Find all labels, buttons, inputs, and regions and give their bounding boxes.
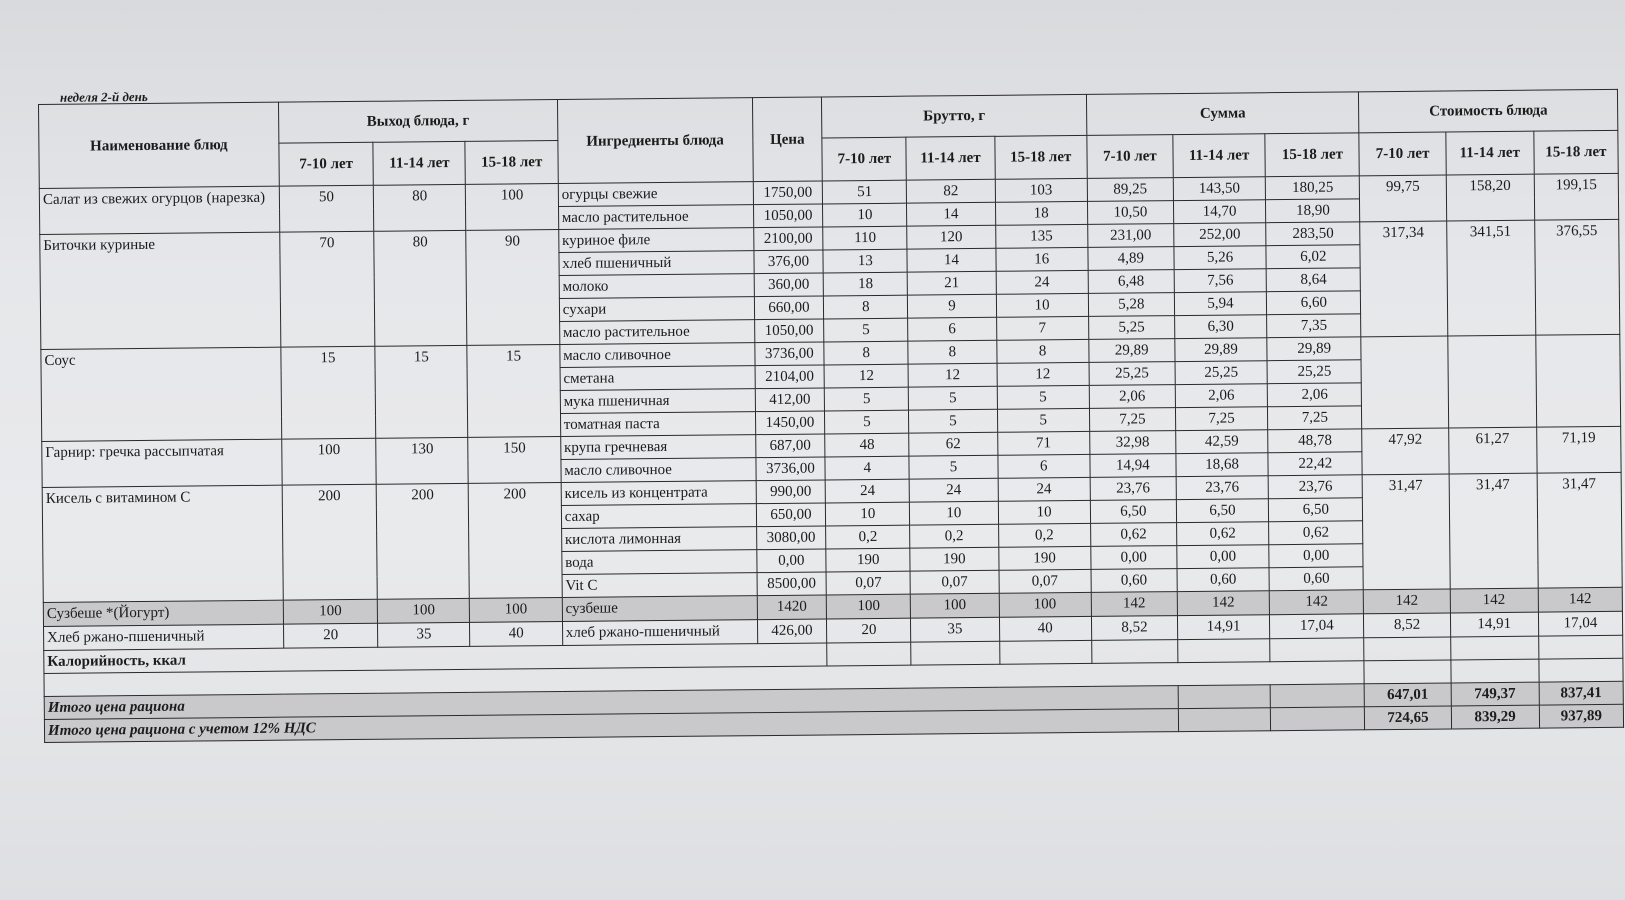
yield-value: 70 <box>280 231 375 347</box>
price-value: 660,00 <box>754 296 824 320</box>
brutto-value: 9 <box>908 294 996 318</box>
age-header: 7-10 лет <box>822 137 906 181</box>
dish-name: Биточки куриные <box>40 232 281 349</box>
empty-cell <box>1270 638 1365 662</box>
cost-value: 142 <box>1450 588 1538 613</box>
sum-value: 142 <box>1091 592 1177 617</box>
cost-value: 47,92 <box>1362 428 1449 475</box>
brutto-value: 12 <box>824 364 908 388</box>
sum-value: 89,25 <box>1087 178 1173 202</box>
cost-value: 31,47 <box>1537 472 1622 588</box>
price-value: 412,00 <box>755 388 825 412</box>
cost-value: 142 <box>1538 587 1622 612</box>
age-header: 7-10 лет <box>279 142 374 186</box>
header-price: Цена <box>752 97 823 182</box>
dish-name: Кисель с витамином С <box>42 485 283 602</box>
brutto-value: 100 <box>911 593 999 618</box>
empty-cell <box>1539 658 1623 682</box>
brutto-value: 35 <box>911 617 999 642</box>
sum-value: 23,76 <box>1176 476 1268 500</box>
empty-cell <box>911 641 999 665</box>
menu-table <box>38 89 1624 743</box>
ingredient-name: куриное филе <box>558 228 753 253</box>
brutto-value: 5 <box>909 455 997 479</box>
cost-value <box>1536 334 1621 427</box>
sum-value: 0,62 <box>1090 523 1176 547</box>
brutto-value: 10 <box>826 502 910 526</box>
brutto-value: 8 <box>996 339 1088 363</box>
empty-cell <box>827 642 911 666</box>
sum-value: 17,04 <box>1270 614 1365 639</box>
brutto-value: 10 <box>823 203 907 227</box>
yield-value: 20 <box>283 623 378 648</box>
dish-name: Салат из свежих огурцов (нарезка) <box>39 186 279 234</box>
price-value: 990,00 <box>756 480 826 504</box>
brutto-value: 82 <box>907 179 995 203</box>
brutto-value: 5 <box>909 386 997 410</box>
brutto-value: 8 <box>824 295 908 319</box>
price-value: 3080,00 <box>756 526 826 550</box>
sum-value: 8,52 <box>1091 616 1177 641</box>
sum-value: 0,60 <box>1091 569 1177 593</box>
brutto-value: 0,07 <box>910 570 998 594</box>
brutto-value: 0,2 <box>998 523 1090 547</box>
sum-value: 29,89 <box>1089 339 1175 363</box>
brutto-value: 18 <box>995 201 1087 225</box>
brutto-value: 0,2 <box>826 525 910 549</box>
brutto-value: 24 <box>909 478 997 502</box>
sum-value: 25,25 <box>1267 360 1362 384</box>
price-value: 687,00 <box>755 434 825 458</box>
brutto-value: 8 <box>824 341 908 365</box>
header-name: Наименование блюд <box>39 102 280 188</box>
dish-name: Сузбеше *(Йогурт) <box>43 600 283 626</box>
brutto-value: 14 <box>907 248 995 272</box>
cost-value: 341,51 <box>1446 220 1535 336</box>
empty-cell <box>1450 636 1538 660</box>
yield-value: 130 <box>376 437 469 484</box>
age-header: 15-18 лет <box>1534 130 1619 174</box>
sum-value: 7,25 <box>1268 406 1363 430</box>
cost-value <box>1361 336 1448 429</box>
sum-value: 252,00 <box>1174 223 1266 247</box>
brutto-value: 0,2 <box>910 524 998 548</box>
empty-cell <box>1450 659 1538 683</box>
cost-value: 142 <box>1364 589 1450 614</box>
sum-value: 6,50 <box>1269 498 1364 522</box>
empty-cell <box>1178 708 1270 732</box>
sum-value: 283,50 <box>1266 222 1361 246</box>
brutto-value: 4 <box>825 456 909 480</box>
dish-name: Хлеб ржано-пшеничный <box>44 624 284 650</box>
brutto-value: 24 <box>825 479 909 503</box>
price-value: 426,00 <box>757 619 827 644</box>
brutto-value: 0,07 <box>826 571 910 595</box>
empty-cell <box>1271 707 1366 731</box>
brutto-value: 12 <box>997 362 1089 386</box>
sum-value: 2,06 <box>1089 385 1175 409</box>
cost-value: 199,15 <box>1534 173 1619 220</box>
brutto-value: 5 <box>825 410 909 434</box>
sum-value: 6,50 <box>1090 500 1176 524</box>
brutto-value: 5 <box>825 387 909 411</box>
sum-value: 25,25 <box>1175 361 1267 385</box>
brutto-value: 190 <box>826 548 910 572</box>
sum-value: 6,50 <box>1176 499 1268 523</box>
ingredient-name: хлеб ржано-пшеничный <box>562 620 757 646</box>
sum-value: 7,25 <box>1175 407 1267 431</box>
brutto-value: 24 <box>996 270 1088 294</box>
sum-value: 22,42 <box>1268 452 1363 476</box>
sum-value: 5,26 <box>1174 246 1266 270</box>
brutto-value: 100 <box>999 592 1092 617</box>
brutto-value: 6 <box>908 317 996 341</box>
yield-value: 100 <box>282 438 377 485</box>
header-brutto: Брутто, г <box>822 94 1087 138</box>
brutto-value: 5 <box>909 409 997 433</box>
sum-value: 7,35 <box>1267 314 1362 338</box>
sum-value: 180,25 <box>1265 176 1360 200</box>
sum-value: 5,94 <box>1174 292 1266 316</box>
total-value: 724,65 <box>1365 706 1451 730</box>
total-value: 749,37 <box>1451 682 1539 706</box>
sum-value: 6,60 <box>1267 291 1362 315</box>
empty-cell <box>1178 685 1270 709</box>
ingredient-name: молоко <box>559 274 754 299</box>
sum-value: 0,00 <box>1177 545 1269 569</box>
sum-value: 2,06 <box>1175 384 1267 408</box>
empty-cell <box>999 640 1091 664</box>
dish-name: Соус <box>41 347 282 441</box>
cost-value: 158,20 <box>1446 174 1535 221</box>
sum-value: 14,70 <box>1173 200 1265 224</box>
yield-value: 80 <box>374 230 467 346</box>
brutto-value: 13 <box>823 249 907 273</box>
sum-value: 2,06 <box>1267 383 1362 407</box>
sum-value: 29,89 <box>1267 337 1362 361</box>
price-value: 650,00 <box>756 503 826 527</box>
cost-value: 14,91 <box>1450 612 1538 637</box>
brutto-value: 5 <box>824 318 908 342</box>
cost-value: 376,55 <box>1534 219 1619 335</box>
brutto-value: 5 <box>997 385 1089 409</box>
brutto-value: 62 <box>909 432 997 456</box>
yield-value: 80 <box>374 184 467 231</box>
brutto-value: 24 <box>998 477 1090 501</box>
sum-value: 18,68 <box>1176 453 1268 477</box>
brutto-value: 48 <box>825 433 909 457</box>
age-header: 7-10 лет <box>1359 132 1446 176</box>
brutto-value: 120 <box>907 225 995 249</box>
yield-value: 15 <box>375 345 468 438</box>
brutto-value: 14 <box>907 202 995 226</box>
price-value: 8500,00 <box>757 572 827 596</box>
sum-value: 5,25 <box>1088 316 1174 340</box>
brutto-value: 10 <box>996 293 1088 317</box>
total-label: Итого цена рациона с учетом 12% НДС <box>44 709 1178 743</box>
ingredient-name: масло растительное <box>559 320 754 345</box>
header-sum: Сумма <box>1086 92 1359 136</box>
yield-value: 100 <box>466 184 559 231</box>
ingredient-name: вода <box>562 550 757 575</box>
brutto-value: 135 <box>995 224 1087 248</box>
cost-value: 71,19 <box>1536 426 1621 473</box>
yield-value: 100 <box>470 597 563 622</box>
price-value: 3736,00 <box>754 342 824 366</box>
cost-value: 99,75 <box>1360 175 1447 222</box>
total-value: 937,89 <box>1539 704 1623 728</box>
ingredient-name: масло растительное <box>558 205 753 230</box>
total-label: Итого цена рациона <box>44 686 1178 720</box>
sum-value: 5,28 <box>1088 293 1174 317</box>
sum-value: 4,89 <box>1088 247 1174 271</box>
age-header: 11-14 лет <box>373 141 466 185</box>
ingredient-name: масло сливочное <box>561 458 756 483</box>
brutto-value: 40 <box>999 616 1092 641</box>
price-value: 2104,00 <box>755 365 825 389</box>
yield-value: 100 <box>283 599 378 624</box>
cost-value: 31,47 <box>1363 474 1450 590</box>
brutto-value: 110 <box>823 226 907 250</box>
brutto-value: 0,07 <box>999 569 1091 593</box>
sum-value: 143,50 <box>1173 177 1265 201</box>
price-value: 376,00 <box>754 250 824 274</box>
age-header: 15-18 лет <box>1265 133 1360 177</box>
sum-value: 32,98 <box>1089 431 1175 455</box>
yield-value: 90 <box>466 230 559 346</box>
sum-value: 6,48 <box>1088 270 1174 294</box>
yield-value: 15 <box>281 346 376 439</box>
brutto-value: 100 <box>827 594 911 619</box>
ingredient-name: Vit C <box>562 573 757 598</box>
sum-value: 25,25 <box>1089 362 1175 386</box>
cost-value <box>1447 335 1536 428</box>
sum-value: 7,56 <box>1174 269 1266 293</box>
dish-name: Гарнир: гречка рассыпчатая <box>42 439 282 487</box>
ingredient-name: кислота лимонная <box>561 527 756 552</box>
yield-value: 150 <box>468 436 561 483</box>
cost-value: 31,47 <box>1449 473 1538 589</box>
yield-value: 200 <box>469 482 562 598</box>
page-heading: неделя 2-й день <box>59 88 148 105</box>
brutto-value: 71 <box>997 431 1089 455</box>
table-body <box>39 173 1623 742</box>
sum-value: 8,64 <box>1266 268 1361 292</box>
brutto-value: 20 <box>827 618 911 643</box>
sum-value: 6,30 <box>1174 315 1266 339</box>
sum-value: 42,59 <box>1176 430 1268 454</box>
sum-value: 23,76 <box>1268 475 1363 499</box>
price-value: 0,00 <box>756 549 826 573</box>
cost-value: 317,34 <box>1360 221 1447 337</box>
ingredient-name: сузбеше <box>562 596 757 622</box>
brutto-value: 10 <box>998 500 1090 524</box>
empty-cell <box>1178 639 1270 663</box>
total-value: 839,29 <box>1451 705 1539 729</box>
yield-value: 100 <box>377 598 469 623</box>
brutto-value: 10 <box>910 501 998 525</box>
price-value: 1450,00 <box>755 411 825 435</box>
empty-cell <box>1091 640 1177 664</box>
yield-value: 40 <box>470 621 563 646</box>
sum-value: 14,94 <box>1090 454 1176 478</box>
sum-value: 18,90 <box>1266 199 1361 223</box>
yield-value: 15 <box>467 345 560 438</box>
age-header: 11-14 лет <box>906 136 995 180</box>
header-ingredients: Ингредиенты блюда <box>557 98 753 184</box>
price-value: 1050,00 <box>753 204 823 228</box>
sum-value: 14,91 <box>1177 615 1269 640</box>
age-header: 11-14 лет <box>1173 134 1266 178</box>
empty-cell <box>1538 635 1622 659</box>
ingredient-name: хлеб пшеничный <box>559 251 754 276</box>
brutto-value: 190 <box>998 546 1090 570</box>
ingredient-name: сахар <box>561 504 756 529</box>
sum-value: 142 <box>1269 590 1364 615</box>
ingredient-name: томатная паста <box>560 412 755 437</box>
empty-cell <box>1270 684 1365 708</box>
brutto-value: 7 <box>996 316 1088 340</box>
header-yield: Выход блюда, г <box>278 100 557 144</box>
brutto-value: 18 <box>823 272 907 296</box>
brutto-value: 5 <box>997 408 1089 432</box>
ingredient-name: кисель из концентрата <box>561 481 756 506</box>
sum-value: 6,02 <box>1266 245 1361 269</box>
sum-value: 0,60 <box>1177 568 1269 592</box>
calories-label: Калорийность, ккал <box>44 643 827 674</box>
cost-value: 61,27 <box>1448 427 1537 474</box>
yield-value: 200 <box>376 483 469 599</box>
cost-value: 17,04 <box>1538 611 1622 636</box>
document-sheet <box>38 89 1625 794</box>
total-value: 837,41 <box>1539 681 1623 705</box>
empty-cell <box>1364 637 1450 661</box>
ingredient-name: сметана <box>560 366 755 391</box>
sum-value: 10,50 <box>1087 201 1173 225</box>
sum-value: 23,76 <box>1090 477 1176 501</box>
brutto-value: 8 <box>908 340 996 364</box>
age-header: 15-18 лет <box>994 135 1087 179</box>
price-value: 1050,00 <box>754 319 824 343</box>
sum-value: 0,00 <box>1269 544 1364 568</box>
header-cost: Стоимость блюда <box>1359 89 1618 132</box>
yield-value: 50 <box>279 185 374 232</box>
sum-value: 0,00 <box>1091 546 1177 570</box>
brutto-value: 51 <box>823 180 907 204</box>
age-header: 15-18 лет <box>465 141 558 185</box>
price-value: 3736,00 <box>755 457 825 481</box>
sum-value: 0,62 <box>1176 522 1268 546</box>
sum-value: 0,60 <box>1269 567 1364 591</box>
brutto-value: 190 <box>910 547 998 571</box>
price-value: 1420 <box>757 595 827 620</box>
empty-cell <box>1364 660 1450 684</box>
yield-value: 200 <box>282 484 377 600</box>
brutto-value: 21 <box>907 271 995 295</box>
ingredient-name: сухари <box>559 297 754 322</box>
ingredient-name: крупа гречневая <box>560 435 755 460</box>
price-value: 1750,00 <box>753 181 823 205</box>
sum-value: 7,25 <box>1089 408 1175 432</box>
sum-value: 48,78 <box>1268 429 1363 453</box>
cost-value: 8,52 <box>1364 613 1450 638</box>
price-value: 2100,00 <box>753 227 823 251</box>
ingredient-name: огурцы свежие <box>558 182 753 207</box>
sum-value: 142 <box>1177 591 1269 616</box>
brutto-value: 103 <box>995 178 1087 202</box>
age-header: 7-10 лет <box>1087 135 1174 179</box>
age-header: 11-14 лет <box>1445 131 1534 175</box>
yield-value: 35 <box>378 622 470 647</box>
total-value: 647,01 <box>1365 683 1451 707</box>
price-value: 360,00 <box>754 273 824 297</box>
ingredient-name: масло сливочное <box>560 343 755 368</box>
sum-value: 231,00 <box>1088 224 1174 248</box>
ingredient-name: мука пшеничная <box>560 389 755 414</box>
sum-value: 0,62 <box>1269 521 1364 545</box>
sum-value: 29,89 <box>1175 338 1267 362</box>
brutto-value: 12 <box>908 363 996 387</box>
brutto-value: 16 <box>995 247 1087 271</box>
brutto-value: 6 <box>997 454 1089 478</box>
